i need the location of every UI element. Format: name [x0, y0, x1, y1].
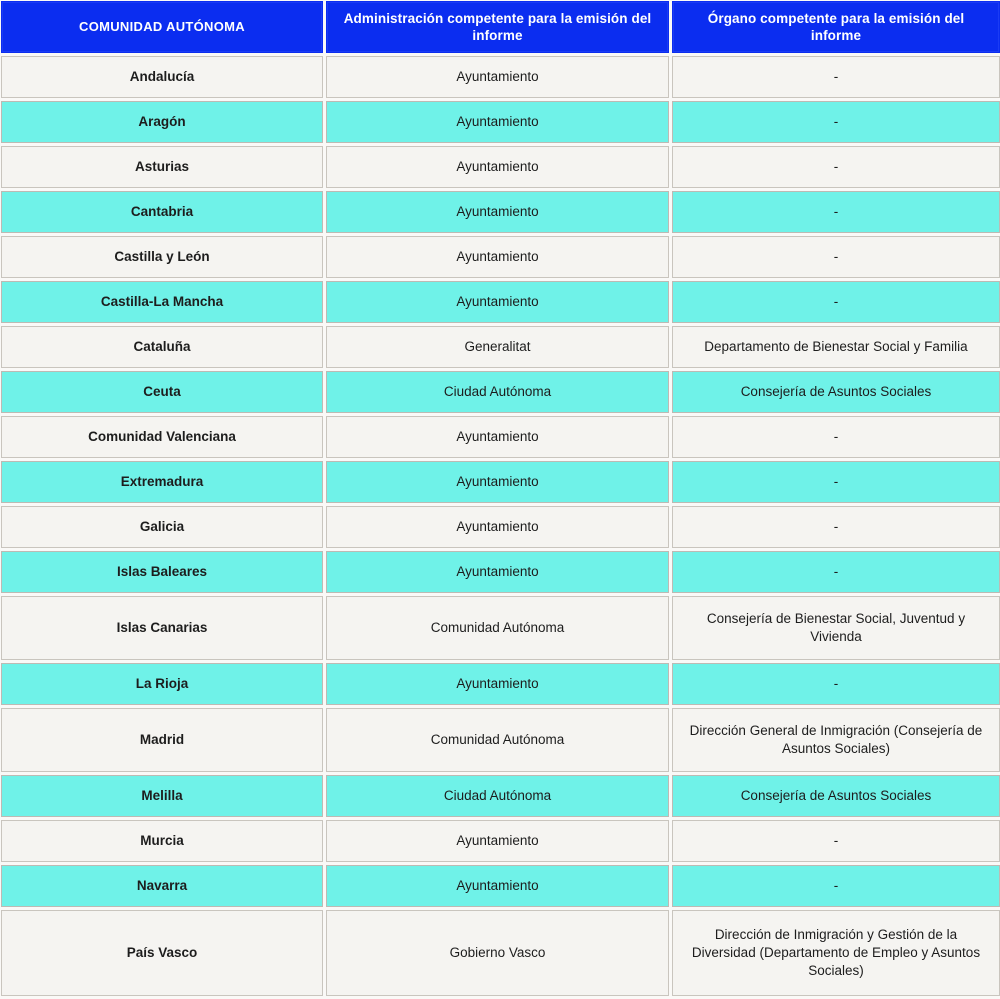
column-header-comunidad-autonoma: COMUNIDAD AUTÓNOMA	[1, 1, 323, 53]
table-row	[1, 663, 1000, 705]
cell-administracion-competente: Comunidad Autónoma	[326, 708, 669, 772]
cell-organo-competente: Departamento de Bienestar Social y Familia	[672, 326, 1000, 368]
cell-administracion-competente: Ayuntamiento	[326, 506, 669, 548]
cell-comunidad-autonoma: La Rioja	[1, 663, 323, 705]
cell-organo-competente: Dirección de Inmigración y Gestión de la Diversidad (Departamento de Empleo y Asuntos Sociales)	[672, 910, 1000, 996]
cell-comunidad-autonoma: Extremadura	[1, 461, 323, 503]
cell-comunidad-autonoma: Melilla	[1, 775, 323, 817]
table-row	[1, 56, 1000, 98]
cell-organo-competente: -	[672, 506, 1000, 548]
cell-comunidad-autonoma: Navarra	[1, 865, 323, 907]
table-row	[1, 865, 1000, 907]
cell-administracion-competente: Generalitat	[326, 326, 669, 368]
cell-administracion-competente: Ciudad Autónoma	[326, 775, 669, 817]
table-row	[1, 461, 1000, 503]
table-row	[1, 596, 1000, 660]
table-row	[1, 101, 1000, 143]
cell-administracion-competente: Ayuntamiento	[326, 663, 669, 705]
table-row	[1, 910, 1000, 996]
cell-comunidad-autonoma: Cataluña	[1, 326, 323, 368]
cell-administracion-competente: Ayuntamiento	[326, 820, 669, 862]
cell-comunidad-autonoma: Islas Canarias	[1, 596, 323, 660]
cell-administracion-competente: Ayuntamiento	[326, 281, 669, 323]
cell-comunidad-autonoma: Madrid	[1, 708, 323, 772]
cell-administracion-competente: Comunidad Autónoma	[326, 596, 669, 660]
table-body	[1, 56, 1000, 996]
table-row	[1, 506, 1000, 548]
table-header	[1, 1, 1000, 53]
cell-organo-competente: -	[672, 461, 1000, 503]
cell-organo-competente: -	[672, 416, 1000, 458]
cell-organo-competente: -	[672, 146, 1000, 188]
cell-comunidad-autonoma: Asturias	[1, 146, 323, 188]
table-row	[1, 236, 1000, 278]
cell-administracion-competente: Ayuntamiento	[326, 865, 669, 907]
table-row	[1, 708, 1000, 772]
cell-organo-competente: -	[672, 56, 1000, 98]
cell-administracion-competente: Ayuntamiento	[326, 191, 669, 233]
cell-administracion-competente: Ayuntamiento	[326, 461, 669, 503]
cell-comunidad-autonoma: Comunidad Valenciana	[1, 416, 323, 458]
cell-organo-competente: -	[672, 101, 1000, 143]
table-row	[1, 551, 1000, 593]
cell-organo-competente: -	[672, 191, 1000, 233]
cell-organo-competente: -	[672, 865, 1000, 907]
table-row	[1, 775, 1000, 817]
cell-administracion-competente: Ayuntamiento	[326, 146, 669, 188]
table-row	[1, 191, 1000, 233]
cell-comunidad-autonoma: Aragón	[1, 101, 323, 143]
column-header-organo-competente: Órgano competente para la emisión del informe	[672, 1, 1000, 53]
cell-administracion-competente: Ayuntamiento	[326, 551, 669, 593]
cell-comunidad-autonoma: Galicia	[1, 506, 323, 548]
cell-administracion-competente: Gobierno Vasco	[326, 910, 669, 996]
cell-administracion-competente: Ayuntamiento	[326, 56, 669, 98]
cell-comunidad-autonoma: Castilla-La Mancha	[1, 281, 323, 323]
cell-administracion-competente: Ayuntamiento	[326, 416, 669, 458]
cell-comunidad-autonoma: Castilla y León	[1, 236, 323, 278]
cell-comunidad-autonoma: Ceuta	[1, 371, 323, 413]
table-row	[1, 146, 1000, 188]
cell-organo-competente: Dirección General de Inmigración (Consejería de Asuntos Sociales)	[672, 708, 1000, 772]
table-row	[1, 281, 1000, 323]
cell-organo-competente: Consejería de Asuntos Sociales	[672, 775, 1000, 817]
cell-comunidad-autonoma: País Vasco	[1, 910, 323, 996]
cell-comunidad-autonoma: Murcia	[1, 820, 323, 862]
table-row	[1, 416, 1000, 458]
cell-organo-competente: -	[672, 820, 1000, 862]
cell-organo-competente: -	[672, 663, 1000, 705]
table-row	[1, 326, 1000, 368]
cell-comunidad-autonoma: Cantabria	[1, 191, 323, 233]
cell-organo-competente: -	[672, 236, 1000, 278]
cell-comunidad-autonoma: Andalucía	[1, 56, 323, 98]
cell-comunidad-autonoma: Islas Baleares	[1, 551, 323, 593]
cell-administracion-competente: Ayuntamiento	[326, 236, 669, 278]
cell-organo-competente: Consejería de Asuntos Sociales	[672, 371, 1000, 413]
cell-administracion-competente: Ciudad Autónoma	[326, 371, 669, 413]
table-header-row	[1, 1, 1000, 53]
table-row	[1, 820, 1000, 862]
cell-organo-competente: Consejería de Bienestar Social, Juventud y Vivienda	[672, 596, 1000, 660]
cell-administracion-competente: Ayuntamiento	[326, 101, 669, 143]
cell-organo-competente: -	[672, 281, 1000, 323]
table-row	[1, 371, 1000, 413]
cell-organo-competente: -	[672, 551, 1000, 593]
column-header-administracion-competente: Administración competente para la emisión del informe	[326, 1, 669, 53]
